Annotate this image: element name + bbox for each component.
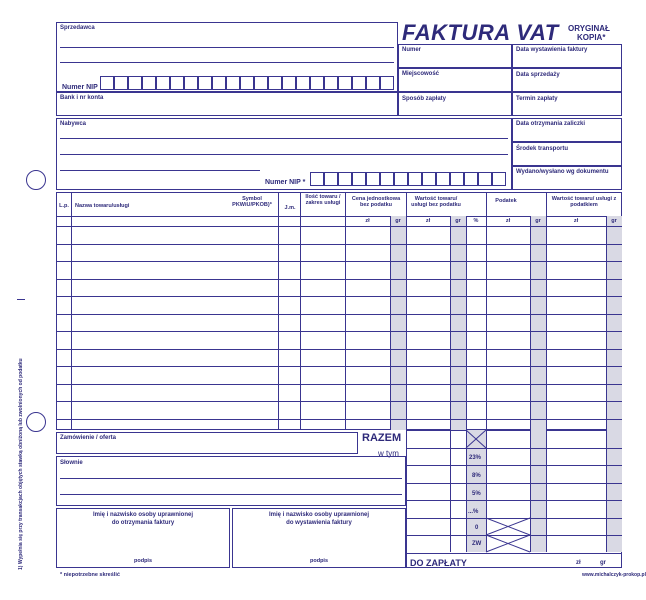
nip-cell[interactable]: [324, 76, 338, 90]
rate-8: 8%: [472, 473, 481, 479]
nip-cell[interactable]: [142, 76, 156, 90]
column-line: [300, 192, 301, 430]
receiver-signature-line2: do otrzymania faktury: [111, 520, 175, 526]
nip-cell[interactable]: [254, 76, 268, 90]
column-line: [530, 216, 531, 430]
nip-cell[interactable]: [324, 172, 338, 186]
totals-box: [406, 430, 622, 568]
row-line: [56, 401, 622, 402]
shaded-column: [606, 216, 622, 430]
row-line: [406, 518, 622, 519]
subheader-zl: zł: [365, 218, 370, 224]
receiver-signature-line1: Imię i nazwisko osoby uprawnionej: [92, 512, 194, 518]
nip-cell[interactable]: [296, 76, 310, 90]
subheader-gr: gr: [395, 218, 401, 224]
number-label: Numer: [402, 47, 422, 53]
nip-cell[interactable]: [408, 172, 422, 186]
amount-due-zl: zł: [576, 560, 581, 566]
row-line: [56, 261, 622, 262]
nip-cell[interactable]: [352, 172, 366, 186]
row-line: [406, 448, 622, 449]
nip-cell[interactable]: [464, 172, 478, 186]
nip-cell[interactable]: [310, 172, 324, 186]
row-line: [406, 465, 622, 466]
nip-cell[interactable]: [422, 172, 436, 186]
col-name-header: Nazwa towaru/usługi: [75, 203, 130, 209]
payment-due-label: Termin zapłaty: [516, 96, 558, 102]
column-line: [546, 192, 547, 430]
subheader-gr: gr: [455, 218, 461, 224]
nip-cell[interactable]: [170, 76, 184, 90]
col-gross-header: Wartość towaru/ usługi z podatkiem: [551, 196, 617, 208]
buyer-nip-label: Numer NIP *: [265, 179, 306, 186]
column-line: [466, 216, 467, 430]
nip-cell[interactable]: [380, 76, 394, 90]
fold-mark: [17, 299, 25, 300]
row-line: [56, 384, 622, 385]
row-line: [56, 331, 622, 332]
subheader-zl: zł: [505, 218, 511, 224]
nip-cell[interactable]: [268, 76, 282, 90]
punch-hole-top: [26, 170, 46, 190]
subheader-pct: %: [473, 218, 479, 224]
bank-box[interactable]: [56, 92, 398, 116]
nip-cell[interactable]: [128, 76, 142, 90]
rate-5: 5%: [472, 491, 481, 497]
nip-cell[interactable]: [366, 172, 380, 186]
row-line: [406, 500, 622, 501]
nip-cell[interactable]: [338, 76, 352, 90]
column-line: [390, 216, 391, 430]
subheader-zl: zł: [573, 218, 579, 224]
nip-cell[interactable]: [198, 76, 212, 90]
shaded-column: [390, 216, 406, 430]
row-line: [56, 366, 622, 367]
footnote: * niepotrzebne skreślić: [60, 572, 120, 578]
column-line: [278, 192, 279, 430]
shaded-column: [530, 216, 546, 430]
row-line: [406, 553, 622, 554]
column-line: [450, 216, 451, 430]
row-line: [56, 244, 622, 245]
nip-cell[interactable]: [156, 76, 170, 90]
seller-nip-label: Numer NIP: [62, 84, 98, 91]
transport-label: Środek transportu: [516, 146, 569, 152]
column-line: [345, 192, 346, 430]
invoice-title: FAKTURA VAT: [402, 20, 559, 45]
nip-cell[interactable]: [436, 172, 450, 186]
nip-cell[interactable]: [492, 172, 506, 186]
total-label: RAZEM: [362, 432, 402, 444]
nip-cell[interactable]: [282, 76, 296, 90]
column-line: [71, 192, 72, 430]
nip-cell[interactable]: [338, 172, 352, 186]
order-label: Zamówienie / oferta: [60, 435, 117, 441]
buyer-label: Nabywca: [60, 121, 87, 127]
row-line: [56, 349, 622, 350]
nip-cell[interactable]: [394, 172, 408, 186]
rate-0: 0: [475, 525, 479, 531]
issue-date-label: Data wystawienia faktury: [516, 47, 588, 53]
side-note: 1) Wypełnia się przy transakcjach objętych stawką obniżoną lub zwolnionych od podatku: [18, 358, 24, 570]
amount-in-words-box[interactable]: [56, 456, 406, 506]
subheader-gr: gr: [611, 218, 617, 224]
payment-method-label: Sposób zapłaty: [402, 96, 447, 102]
column-line: [606, 216, 607, 430]
row-line: [56, 296, 622, 297]
nip-cell[interactable]: [352, 76, 366, 90]
website: www.michalczyk-prokop.pl: [582, 572, 646, 578]
rate-x: ...%: [468, 509, 479, 515]
col-symbol-header: Symbol PKWiU/PKOB)*: [232, 196, 272, 208]
row-line: [56, 314, 622, 315]
col-lp-header: L.p.: [59, 203, 69, 209]
including-label: w tym: [378, 449, 399, 458]
nip-cell[interactable]: [310, 76, 324, 90]
row-line: [56, 226, 622, 227]
nip-cell[interactable]: [100, 76, 114, 90]
column-line: [486, 192, 487, 430]
original-label: ORYGINAŁ: [568, 24, 610, 33]
col-net-header: Wartość towaru/ usługi bez podatku: [411, 196, 461, 208]
nip-cell[interactable]: [240, 76, 254, 90]
advance-date-label: Data otrzymania zaliczki: [516, 121, 586, 127]
issuer-signature-podpis: podpis: [309, 558, 329, 564]
issuer-signature-line1: Imię i nazwisko osoby uprawnionej: [268, 512, 370, 518]
sale-date-label: Data sprzedaży: [516, 72, 560, 78]
nip-cell[interactable]: [184, 76, 198, 90]
rate-23: 23%: [469, 455, 482, 461]
row-line: [56, 419, 622, 420]
col-tax-header: Podatek: [495, 198, 517, 204]
subheader-zl: zł: [425, 218, 431, 224]
place-label: Miejscowość: [402, 71, 440, 77]
nip-cell[interactable]: [212, 76, 226, 90]
nip-cell[interactable]: [366, 76, 380, 90]
amount-due-gr: gr: [600, 560, 606, 566]
issuer-signature-line2: do wystawienia faktury: [286, 520, 352, 526]
nip-cell[interactable]: [380, 172, 394, 186]
shaded-column: [450, 216, 466, 430]
nip-cell[interactable]: [450, 172, 464, 186]
amount-due-label: DO ZAPŁATY: [410, 558, 467, 568]
column-line: [406, 192, 407, 430]
seller-label: Sprzedawca: [60, 25, 95, 31]
row-line: [56, 279, 622, 280]
row-line: [406, 483, 622, 484]
col-unit-header: J.m.: [284, 205, 296, 211]
nip-cell[interactable]: [226, 76, 240, 90]
nip-cell[interactable]: [114, 76, 128, 90]
col-price-header: Cena jednostkowa bez podatku: [351, 196, 401, 208]
row-line: [406, 535, 622, 536]
copy-label: KOPIA*: [577, 33, 606, 42]
bank-label: Bank i nr konta: [60, 95, 104, 101]
dispatch-doc-label: Wydano/wysłano wg dokumentu: [516, 169, 609, 175]
subheader-gr: gr: [535, 218, 541, 224]
amount-in-words-label: Słownie: [60, 460, 83, 466]
col-quantity-header: Ilość towaru / zakres usługi: [305, 194, 341, 206]
rate-zw: ZW: [472, 541, 482, 547]
punch-hole-bottom: [26, 412, 46, 432]
nip-cell[interactable]: [478, 172, 492, 186]
receiver-signature-podpis: podpis: [133, 558, 153, 564]
